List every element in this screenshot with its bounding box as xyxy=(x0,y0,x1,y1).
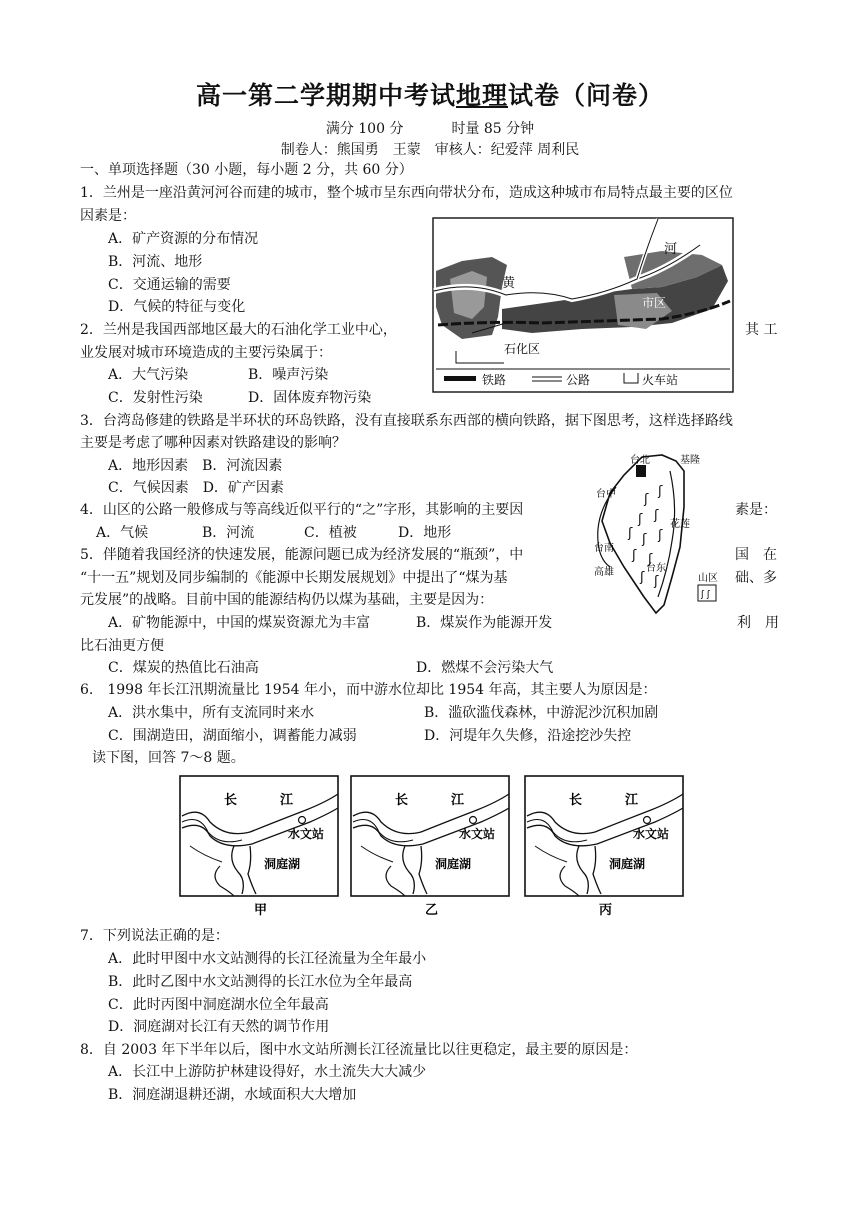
q1-option-d: D．气候的特征与变化 xyxy=(108,299,246,315)
q1-stem: 1．兰州是一座沿黄河河谷而建的城市，整个城市呈东西向带状分布，造成这种城市布局特点最主要的区位 xyxy=(80,185,733,201)
map-label-jilong: 基隆 xyxy=(680,455,700,466)
svg-text:ʃ: ʃ xyxy=(640,570,645,585)
q1-stem-cont: 因素是： xyxy=(80,208,136,224)
map-label-hualian: 花莲 xyxy=(670,519,690,530)
title-suffix: 试卷（问卷） xyxy=(508,81,665,110)
panel-label: 丙 xyxy=(599,903,613,916)
lanzhou-map xyxy=(432,217,734,393)
q5-option-b-cont: 比石油更方便 xyxy=(80,638,164,654)
q7-stem: 7．下列说法正确的是： xyxy=(80,928,229,944)
q6-option-a: A．洪水集中，所有支流同时来水 xyxy=(108,705,315,721)
q5-stem-tail: 国 在 xyxy=(735,547,777,563)
q1-option-c: C．交通运输的需要 xyxy=(108,277,231,293)
dongting-panel xyxy=(180,776,338,916)
read-prompt: 读下图，回答 7～8 题。 xyxy=(92,750,245,766)
map-label-lake: 洞庭湖 xyxy=(609,857,646,871)
q5-option-b-tail: 利 用 xyxy=(737,615,779,631)
section-heading: 一、单项选择题（30 小题，每小题 2 分，共 60 分） xyxy=(80,162,413,178)
map-label-shanqu: 山区 xyxy=(698,573,718,584)
svg-text:ʃ: ʃ xyxy=(648,552,653,567)
dongting-panel xyxy=(525,776,683,916)
q4-option-b: B．河流 xyxy=(202,525,255,541)
map-label-taibei: 台北 xyxy=(630,455,650,466)
q6-option-c: C．围湖造田，湖面缩小，调蓄能力减弱 xyxy=(108,728,357,744)
map-label-jiang: 江 xyxy=(280,793,294,808)
q8-option-b: B．洞庭湖退耕还湖，水域面积大大增加 xyxy=(108,1087,357,1103)
q1-option-b: B．河流、地形 xyxy=(108,254,203,270)
q2-option-c: C．发射性污染 xyxy=(108,390,203,406)
panel-label: 甲 xyxy=(254,903,268,916)
q2-stem-cont: 业发展对城市环境造成的主要污染属于： xyxy=(80,345,332,361)
map-label-station: 水文站 xyxy=(633,827,670,841)
exam-meta xyxy=(0,118,860,138)
title-subject: 地理 xyxy=(455,81,508,110)
map-label-jiang: 江 xyxy=(451,793,465,808)
map-label-lake: 洞庭湖 xyxy=(435,857,472,871)
legend-road: 公路 xyxy=(566,373,591,387)
q8-option-a: A．长江中上游防护林建设得好，水土流失大大减少 xyxy=(108,1064,427,1080)
map-label-huang: 黄 xyxy=(502,276,516,291)
q7-option-c: C．此时丙图中洞庭湖水位全年最高 xyxy=(108,997,329,1013)
q4-stem-tail: 素是： xyxy=(735,502,777,518)
svg-text:ʃ: ʃ xyxy=(632,548,637,563)
q6-option-b: B．滥砍滥伐森林，中游泥沙沉积加剧 xyxy=(424,705,659,721)
svg-text:ʃ: ʃ xyxy=(642,532,647,547)
q8-stem: 8．自 2003 年下半年以后，图中水文站所测长江径流量比以往更稳定，最主要的原因是： xyxy=(80,1042,638,1058)
map-label-he: 河 xyxy=(664,242,678,257)
map-label-city: 市区 xyxy=(642,296,667,310)
q2-stem-tail: 其 工 xyxy=(745,322,778,338)
q7-option-a: A．此时甲图中水文站测得的长江径流量为全年最小 xyxy=(108,951,427,967)
q5-stem-cont2: 元发展”的战略。目前中国的能源结构仍以煤为基础，主要是因为： xyxy=(80,592,494,608)
full-score: 满分 100 分 xyxy=(325,121,404,137)
q3-stem-cont: 主要是考虑了哪种因素对铁路建设的影响？ xyxy=(80,435,346,451)
q5-option-a: A．矿物能源中，中国的煤炭资源尤为丰富 xyxy=(108,615,371,631)
svg-text:ʃ: ʃ xyxy=(658,528,663,543)
panel-label: 乙 xyxy=(425,903,439,916)
q4-option-a: A．气候 xyxy=(96,525,149,541)
page-title xyxy=(0,76,860,112)
time-limit: 时量 85 分钟 xyxy=(451,121,535,137)
q5-option-b: B．煤炭作为能源开发 xyxy=(416,615,553,631)
q5-stem: 5．伴随着我国经济的快速发展，能源问题已成为经济发展的“瓶颈”，中 xyxy=(80,547,524,563)
q2-option-d: D．固体废弃物污染 xyxy=(248,390,372,406)
q3-option-ab: A．地形因素 B．河流因素 xyxy=(108,458,283,474)
map-label-lake: 洞庭湖 xyxy=(264,857,301,871)
q3-stem: 3．台湾岛修建的铁路是半环状的环岛铁路，没有直接联系东西部的横向铁路，据下图思考，这样选择路线 xyxy=(80,413,733,429)
map-label-taizhong: 台中 xyxy=(596,489,616,500)
q7-option-d: D．洞庭湖对长江有天然的调节作用 xyxy=(108,1019,330,1035)
svg-text:ʃ: ʃ xyxy=(638,512,643,527)
map-label-gaoxiong: 高雄 xyxy=(594,567,614,578)
q2-stem: 2．兰州是我国西部地区最大的石油化学工业中心， xyxy=(80,322,397,338)
q5-option-c: C．煤炭的热值比石油高 xyxy=(108,660,259,676)
q2-option-b: B．噪声污染 xyxy=(248,367,329,383)
legend-station: 火车站 xyxy=(642,373,679,387)
dongting-panel xyxy=(351,776,509,916)
q4-stem: 4．山区的公路一般修成与等高线近似平行的“之”字形，其影响的主要因 xyxy=(80,502,524,518)
map-label-tainan: 台南 xyxy=(594,543,614,554)
q7-option-b: B．此时乙图中水文站测得的长江水位为全年最高 xyxy=(108,974,413,990)
dongting-maps xyxy=(178,774,688,916)
q2-option-a: A．大气污染 xyxy=(108,367,189,383)
q5-option-d: D．燃煤不会污染大气 xyxy=(416,660,554,676)
q6-stem: 6. 1998 年长江汛期流量比 1954 年小，而中游水位却比 1954 年高，其主要人为原因是： xyxy=(80,682,657,698)
map-label-station: 水文站 xyxy=(459,827,496,841)
svg-text:ʃ: ʃ xyxy=(628,526,633,541)
svg-text:ʃ: ʃ xyxy=(654,574,659,589)
q6-option-d: D．河堤年久失修，沿途挖沙失控 xyxy=(424,728,632,744)
map-label-jiang: 江 xyxy=(625,793,639,808)
map-label-station: 水文站 xyxy=(288,827,325,841)
q5-stem-cont-tail: 础、多 xyxy=(735,570,777,586)
map-label-chang: 长 xyxy=(395,793,409,808)
map-label-chang: 长 xyxy=(569,793,583,808)
svg-text:ʃ ʃ: ʃ ʃ xyxy=(701,590,710,600)
authors-line: 制卷人：熊国勇 王蒙 审核人：纪爱萍 周利民 xyxy=(280,142,580,158)
taiwan-map xyxy=(580,447,730,617)
q1-option-a: A．矿产资源的分布情况 xyxy=(108,231,259,247)
q5-stem-cont: “十一五”规划及同步编制的《能源中长期发展规划》中提出了“煤为基 xyxy=(80,570,508,586)
title-text: 高一第二学期期中考试 xyxy=(195,81,456,110)
q4-option-d: D．地形 xyxy=(398,525,452,541)
q3-option-cd: C．气候因素 D．矿产因素 xyxy=(108,480,284,496)
legend-railway: 铁路 xyxy=(482,373,507,387)
svg-text:ʃ: ʃ xyxy=(644,492,649,507)
q4-option-c: C．植被 xyxy=(304,525,357,541)
map-label-chem: 石化区 xyxy=(504,342,541,356)
svg-text:ʃ: ʃ xyxy=(654,508,659,523)
map-label-chang: 长 xyxy=(224,793,238,808)
svg-text:ʃ: ʃ xyxy=(658,484,663,499)
map-label-taidong: 台东 xyxy=(646,563,666,574)
